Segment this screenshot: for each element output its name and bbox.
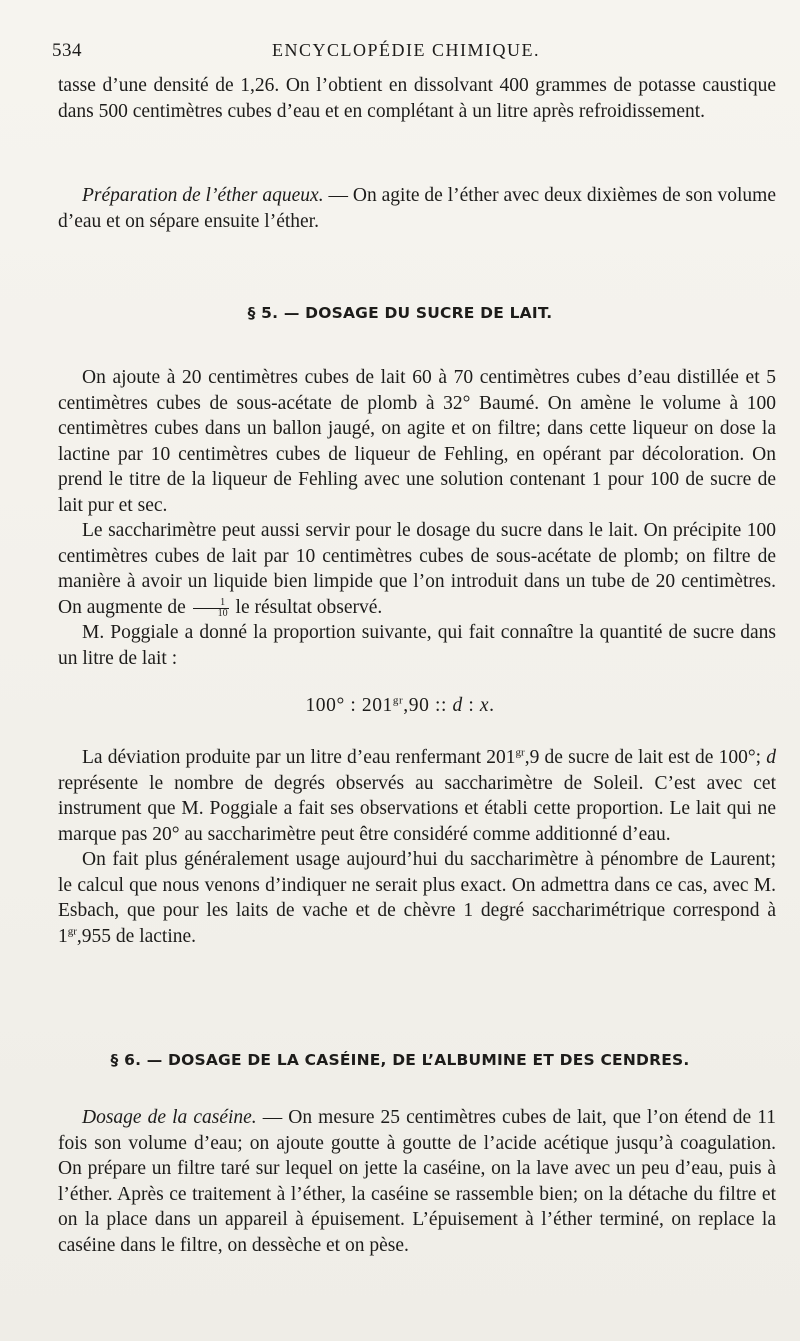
section-6-body	[58, 1105, 776, 1258]
fraction-numerator: 1	[193, 598, 229, 609]
paragraph-text: On fait plus généralement usage aujourd’hui du saccharimètre à pénombre de Laurent; le calcul que nous venons d’indiquer ne serait plus exact. On admettra dans ce cas, avec M. Esbach, que pour les laits de vache et de chèvre 1 degré saccharimétrique correspond à 1	[58, 849, 776, 947]
section-5-body	[58, 365, 776, 671]
paragraph-saccharimeter	[58, 518, 776, 620]
formula-proportion: ::	[429, 695, 453, 716]
paragraph-text: La déviation produite par un litre d’eau renfermant 201	[82, 747, 516, 768]
paragraph-casein	[58, 1105, 776, 1258]
paragraph-poggiale: M. Poggiale a donné la proportion suivante, qui fait connaître la quantité de sucre dans un litre de lait :	[58, 622, 776, 669]
variable-d: d	[766, 747, 777, 768]
formula-decimals: ,90	[403, 695, 430, 716]
page-header	[52, 40, 760, 70]
paragraph-text: le résultat observé.	[235, 596, 383, 618]
paragraph-text: ,955 de lactine.	[76, 925, 197, 947]
fraction-one-tenth	[193, 598, 229, 619]
formula-left: 100°	[305, 695, 345, 716]
unit-gr: gr	[515, 746, 525, 759]
formula-d: d	[452, 695, 463, 716]
section-heading-6: § 6. — DOSAGE DE LA CASÉINE, DE L’ALBUMINE ET DES CENDRES.	[110, 1051, 690, 1069]
unit-gr: gr	[67, 925, 77, 937]
paragraph-text: Le saccharimètre peut aussi servir pour le dosage du sucre dans le lait. On précipite 100 centimètres cubes de lait par 10 centimètres cubes de sous-acétate de plomb; on filtre de manière à avoir un liquide bien limpide que l’on introduit dans un tube de 20 centimètres. On augmente de	[58, 520, 776, 618]
paragraph-deviation	[58, 745, 776, 847]
formula-x: x	[479, 695, 490, 716]
page-number: 534	[52, 40, 82, 61]
paragraph-text: ,9 de sucre de lait est de 100°;	[524, 747, 762, 768]
paragraph-text: tasse d’une densité de 1,26. On l’obtient en dissolvant 400 grammes de potasse caustique dans 500 centimètres cubes d’eau et en complétant à un litre après refroidissement.	[58, 75, 776, 122]
formula-unit: gr	[392, 694, 404, 707]
paragraph-text	[58, 183, 776, 234]
formula-sep: :	[344, 695, 362, 716]
paragraph-ether-preparation	[58, 183, 776, 234]
paragraph-laurent	[58, 847, 776, 949]
paragraph-lactose-method: On ajoute à 20 centimètres cubes de lait 60 à 70 centimètres cubes d’eau distillée et 5 centimètres cubes de sous-acétate de plomb à 32° Baumé. On amène le volume à 100 centimètres cubes dans un ballon jaugé, on agite et on filtre; dans cette liqueur on dose la lactine par 10 centimètres cubes de liqueur de Fehling, en opérant par décoloration. On prend le titre de la liqueur de Fehling avec une solution contenant 1 pour 100 de sucre de lait pur et sec.	[58, 367, 776, 516]
paragraph-body: — On agite de l’éther avec deux dixièmes de son volume d’eau et on sépare ensuite l’éther.	[58, 185, 776, 232]
section-heading-5: § 5. — DOSAGE DU SUCRE DE LAIT.	[247, 304, 553, 322]
formula-value: 201	[361, 695, 393, 716]
proportion-formula	[0, 695, 800, 717]
formula-sep: :	[462, 695, 480, 716]
paragraph-potash	[58, 73, 776, 124]
paragraph-text: représente le nombre de degrés observés au saccharimètre de Soleil. C’est avec cet instrument que M. Poggiale a fait ses observations et établi cette proportion. Le lait qui ne marque pas 20° au saccharimètre peut être considéré comme additionné d’eau.	[58, 772, 776, 845]
paragraph-lead: Dosage de la caséine.	[82, 1107, 257, 1128]
paragraph-body: — On mesure 25 centimètres cubes de lait, que l’on étend de 11 fois son volume d’eau; on ajoute goutte à goutte de l’acide acétique jusqu’à coagulation. On prépare un filtre taré sur lequel on jette la caséine, on la lave avec un peu d’eau, puis à l’éther. Après ce traitement à l’éther, la caséine se rassemble bien; on la détache du filtre et on la place dans un appareil à épuisement. L’épuisement à l’éther terminé, on replace la caséine dans le filtre, on dessèche et on pèse.	[58, 1107, 777, 1256]
section-5-continuation	[58, 745, 776, 949]
fraction-denominator: 10	[217, 607, 228, 619]
paragraph-lead: Préparation de l’éther aqueux.	[82, 185, 324, 206]
formula-end: .	[489, 695, 495, 716]
running-title: ENCYCLOPÉDIE CHIMIQUE.	[272, 40, 540, 60]
